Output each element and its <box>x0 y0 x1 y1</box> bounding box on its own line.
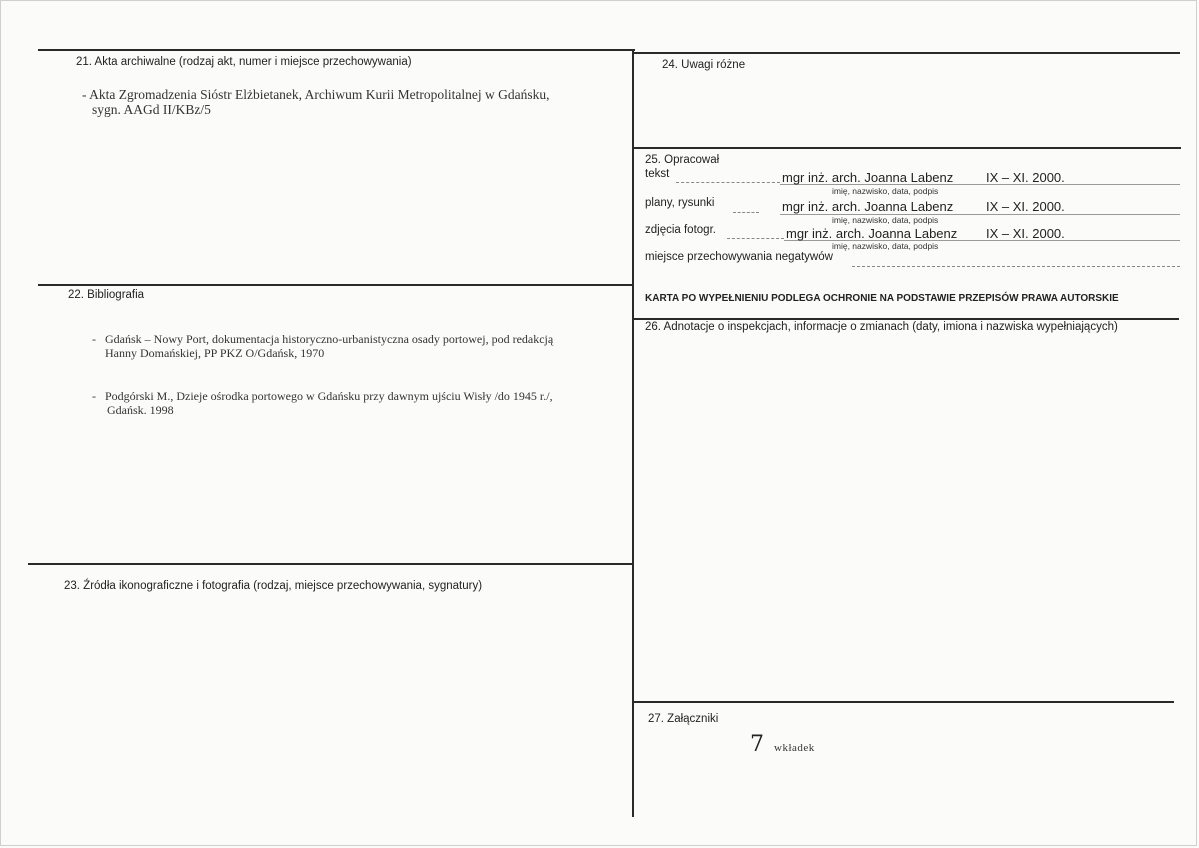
bibliography-item-2-bullet: - <box>92 389 96 403</box>
photos-author-caption: imię, nazwisko, data, podpis <box>832 241 939 251</box>
top-rule-right <box>634 52 1180 54</box>
divider-26-27 <box>634 701 1174 703</box>
section-26-label: 26. Adnotacje o inspekcjach, informacje o zmianach (daty, imiona i nazwiska wypełniających) <box>645 321 1118 333</box>
drawings-author-caption: imię, nazwisko, data, podpis <box>832 215 939 225</box>
text-author-caption: imię, nazwisko, data, podpis <box>832 186 939 196</box>
section-21-label: 21. Akta archiwalne (rodzaj akt, numer i miejsce przechowywania) <box>76 56 412 68</box>
drawings-author-dotted-lead <box>733 212 759 214</box>
section-25-label: 25. Opracował <box>645 154 720 166</box>
photos-author-date: IX – XI. 2000. <box>986 226 1065 241</box>
bibliography-item-1-bullet: - <box>92 332 96 346</box>
section-22-label: 22. Bibliografia <box>68 289 145 301</box>
section-21-entry-line1: - Akta Zgromadzenia Sióstr Elżbietanek, Archiwum Kurii Metropolitalnej w Gdańsku, <box>82 87 550 102</box>
divider-notice-26 <box>634 318 1179 320</box>
copyright-notice: KARTA PO WYPEŁNIENIU PODLEGA OCHRONIE NA PODSTAWIE PRZEPISÓW PRAWA AUTORSKIE <box>645 293 1119 304</box>
attachments-count: 7 <box>750 732 764 757</box>
divider-24-25 <box>634 147 1181 149</box>
photos-author-dotted-lead <box>727 238 784 240</box>
bibliography-item-2-line1: Podgórski M., Dzieje ośrodka portowego w Gdańsku przy dawnym ujściu Wisły /do 1945 r./, <box>105 389 553 403</box>
negatives-location-label: miejsce przechowywania negatywów <box>645 251 833 263</box>
bibliography-item-1-line2: Hanny Domańskiej, PP PKZ O/Gdańsk, 1970 <box>105 346 325 360</box>
drawings-author-label: plany, rysunki <box>645 197 715 209</box>
divider-21-22 <box>38 284 634 286</box>
text-author-date: IX – XI. 2000. <box>986 170 1065 185</box>
drawings-author-name: mgr inż. arch. Joanna Labenz <box>782 199 954 214</box>
section-21-entry-line2: sygn. AAGd II/KBz/5 <box>92 102 211 117</box>
text-author-dotted-lead <box>676 182 780 184</box>
top-rule-left <box>38 49 635 51</box>
divider-22-23 <box>28 563 634 565</box>
negatives-location-line <box>852 266 1180 268</box>
bibliography-item-1-line1: Gdańsk – Nowy Port, dokumentacja historyczno-urbanistyczna osady portowej, pod redakcją <box>105 332 554 346</box>
section-23-label: 23. Źródła ikonograficzne i fotografia (rodzaj, miejsce przechowywania, sygnatury) <box>64 580 483 592</box>
section-27-label: 27. Załączniki <box>648 713 719 725</box>
photos-author-name: mgr inż. arch. Joanna Labenz <box>786 226 958 241</box>
text-author-label: tekst <box>645 168 670 180</box>
text-author-name: mgr inż. arch. Joanna Labenz <box>782 170 954 185</box>
section-24-label: 24. Uwagi różne <box>662 59 746 71</box>
attachments-unit: wkładek <box>774 742 815 754</box>
drawings-author-date: IX – XI. 2000. <box>986 199 1065 214</box>
bibliography-item-2-line2: Gdańsk. 1998 <box>107 403 174 417</box>
photos-author-label: zdjęcia fotogr. <box>645 224 716 236</box>
